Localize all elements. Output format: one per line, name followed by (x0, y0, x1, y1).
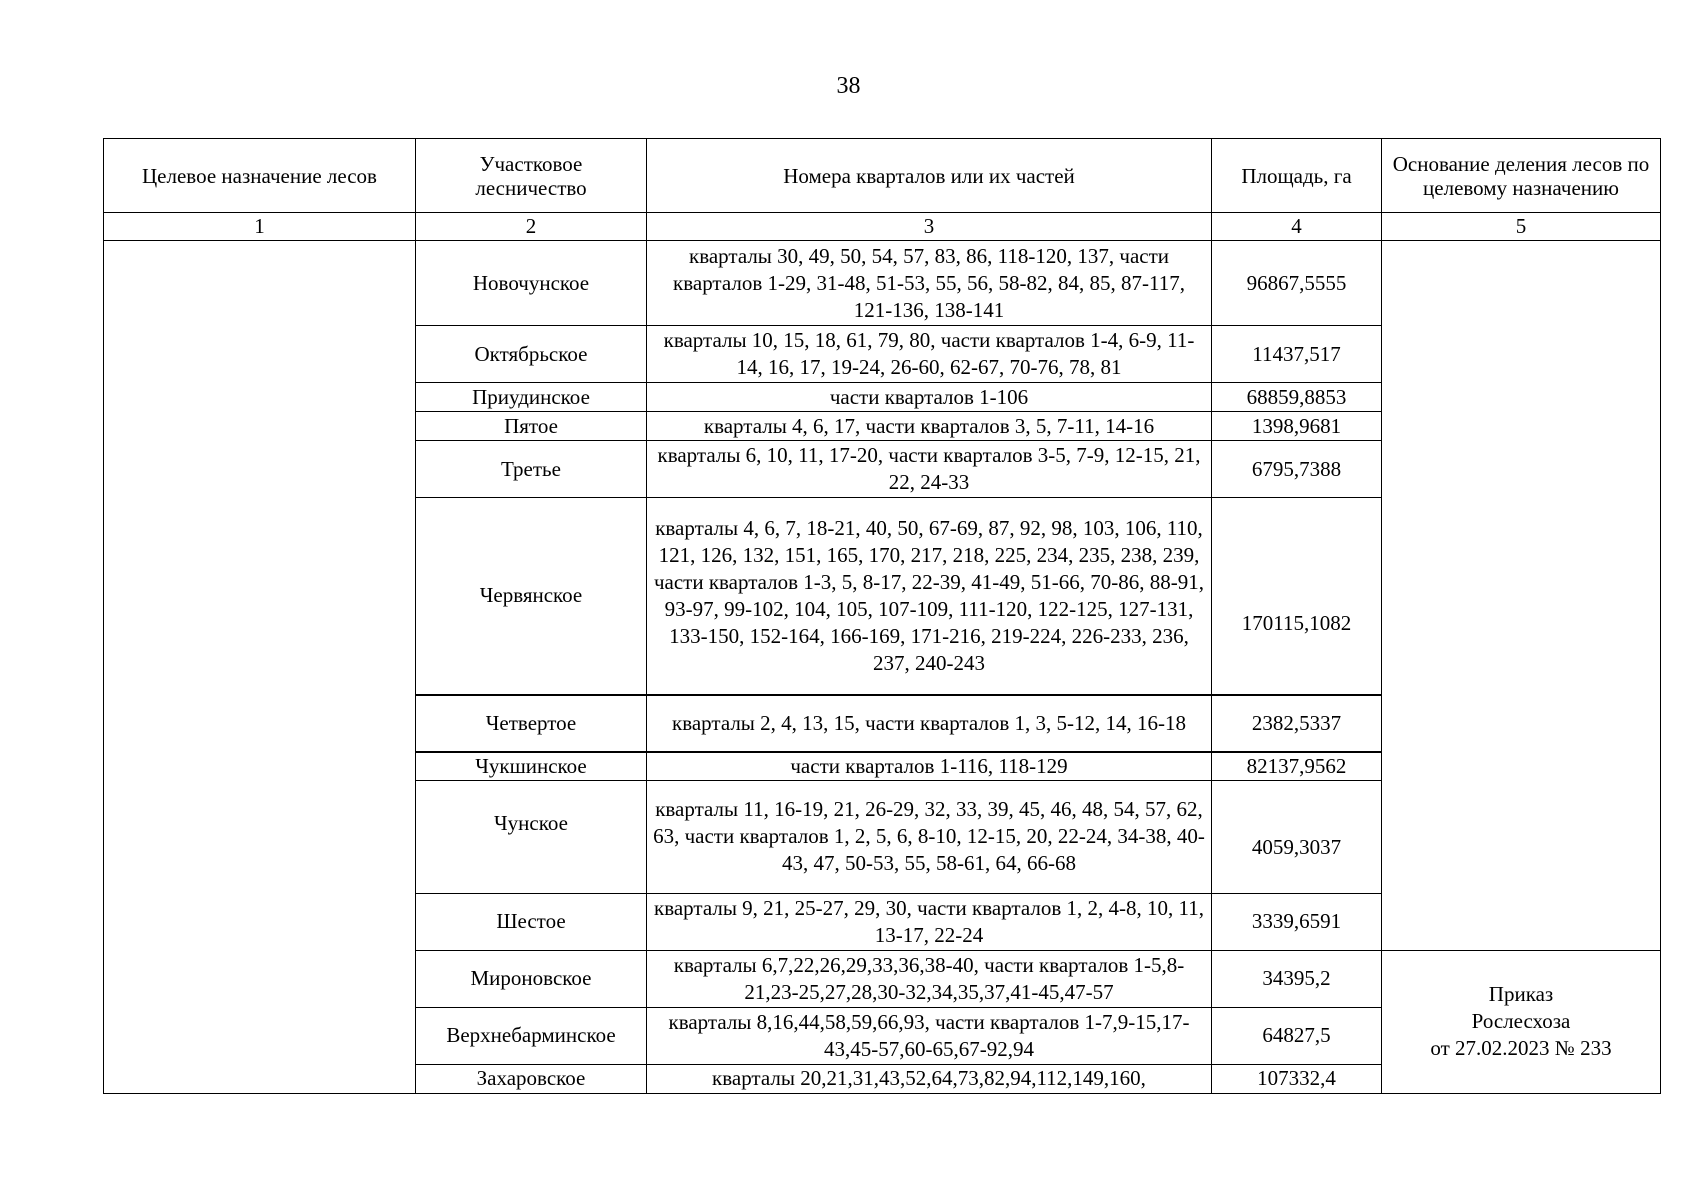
area-cell: 2382,5337 (1212, 695, 1382, 752)
forestry-cell: Мироновское (416, 950, 647, 1007)
numbering-row (104, 213, 1661, 241)
forest-purpose-table (103, 138, 1661, 1094)
quarters-cell: кварталы 6,7,22,26,29,33,36,38-40, части кварталов 1-5,8-21,23-25,27,28,30-32,34,35,37,41-45,47-57 (647, 950, 1212, 1007)
purpose-cell (104, 241, 416, 1094)
header-row (104, 139, 1661, 213)
quarters-cell: кварталы 11, 16-19, 21, 26-29, 32, 33, 39, 45, 46, 48, 54, 57, 62, 63, части кварталов 1, 2, 5, 6, 8-10, 12-15, 20, 22-24, 34-38, 40-43, 47, 50-53, 55, 58-61, 64, 66-68 (647, 780, 1212, 893)
quarters-cell: кварталы 8,16,44,58,59,66,93, части кварталов 1-7,9-15,17-43,45-57,60-65,67-92,94 (647, 1007, 1212, 1064)
area-cell: 170115,1082 (1212, 498, 1382, 695)
basis-cell (1382, 950, 1661, 1093)
forestry-cell: Чунское (416, 780, 647, 893)
area-cell: 3339,6591 (1212, 893, 1382, 950)
quarters-cell: кварталы 30, 49, 50, 54, 57, 83, 86, 118-120, 137, части кварталов 1-29, 31-48, 51-53, 55, 56, 58-82, 84, 85, 87-117, 121-136, 138-141 (647, 241, 1212, 326)
area-cell: 68859,8853 (1212, 383, 1382, 412)
header-basis: Основание деления лесов по целевому назначению (1382, 139, 1661, 213)
area-cell: 4059,3037 (1212, 780, 1382, 893)
forestry-cell: Чукшинское (416, 752, 647, 781)
header-purpose: Целевое назначение лесов (104, 139, 416, 213)
quarters-cell: кварталы 2, 4, 13, 15, части кварталов 1, 3, 5-12, 14, 16-18 (647, 695, 1212, 752)
column-number: 2 (416, 213, 647, 241)
forestry-cell: Новочунское (416, 241, 647, 326)
area-cell: 1398,9681 (1212, 412, 1382, 441)
area-cell: 107332,4 (1212, 1064, 1382, 1093)
forestry-cell: Верхнебарминское (416, 1007, 647, 1064)
quarters-cell: части кварталов 1-106 (647, 383, 1212, 412)
column-number: 3 (647, 213, 1212, 241)
basis-line: от 27.02.2023 № 233 (1430, 1036, 1612, 1060)
forestry-cell: Шестое (416, 893, 647, 950)
quarters-cell: кварталы 9, 21, 25-27, 29, 30, части кварталов 1, 2, 4-8, 10, 11, 13-17, 22-24 (647, 893, 1212, 950)
column-number: 4 (1212, 213, 1382, 241)
column-number: 1 (104, 213, 416, 241)
forestry-cell: Червянское (416, 498, 647, 695)
quarters-cell: кварталы 4, 6, 7, 18-21, 40, 50, 67-69, 87, 92, 98, 103, 106, 110, 121, 126, 132, 151, 165, 170, 217, 218, 225, 234, 235, 238, 239, части кварталов 1-3, 5, 8-17, 22-39, 41-49, 51-66, 70-86, 88-91, 93-97, 99-102, 104, 105, 107-109, 111-120, 122-125, 127-131, 133-150, 152-164, 166-169, 171-216, 219-224, 226-233, 236, 237, 240-243 (647, 498, 1212, 695)
area-cell: 6795,7388 (1212, 441, 1382, 498)
forestry-cell: Пятое (416, 412, 647, 441)
forestry-cell: Октябрьское (416, 326, 647, 383)
forestry-cell: Третье (416, 441, 647, 498)
header-quarters: Номера кварталов или их частей (647, 139, 1212, 213)
quarters-cell: кварталы 4, 6, 17, части кварталов 3, 5, 7-11, 14-16 (647, 412, 1212, 441)
area-cell: 34395,2 (1212, 950, 1382, 1007)
forestry-cell: Приудинское (416, 383, 647, 412)
quarters-cell: кварталы 6, 10, 11, 17-20, части кварталов 3-5, 7-9, 12-15, 21, 22, 24-33 (647, 441, 1212, 498)
area-cell: 96867,5555 (1212, 241, 1382, 326)
forestry-cell: Захаровское (416, 1064, 647, 1093)
forestry-cell: Четвертое (416, 695, 647, 752)
quarters-cell: кварталы 20,21,31,43,52,64,73,82,94,112,149,160, (647, 1064, 1212, 1093)
page-number: 38 (836, 73, 861, 99)
column-number: 5 (1382, 213, 1661, 241)
basis-line: Рослесхоза (1471, 1009, 1571, 1033)
area-cell: 64827,5 (1212, 1007, 1382, 1064)
area-cell: 11437,517 (1212, 326, 1382, 383)
basis-line: Приказ (1488, 982, 1554, 1006)
basis-cell-empty (1382, 241, 1661, 951)
header-area: Площадь, га (1212, 139, 1382, 213)
area-cell: 82137,9562 (1212, 752, 1382, 781)
quarters-cell: кварталы 10, 15, 18, 61, 79, 80, части кварталов 1-4, 6-9, 11-14, 16, 17, 19-24, 26-60, 62-67, 70-76, 78, 81 (647, 326, 1212, 383)
quarters-cell: части кварталов 1-116, 118-129 (647, 752, 1212, 781)
header-forestry: Участковое лесничество (416, 139, 647, 213)
table-row (104, 241, 1661, 326)
